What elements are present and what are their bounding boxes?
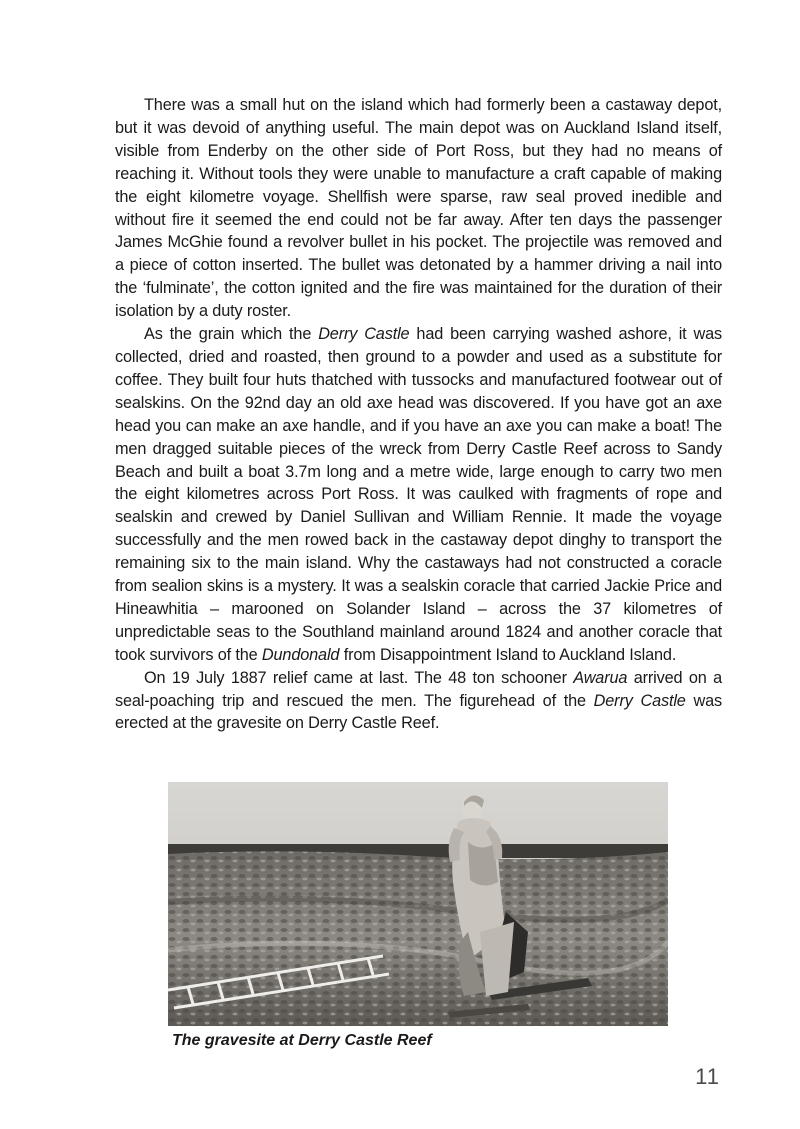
page-number: 11 (695, 1064, 720, 1089)
paragraph (115, 323, 722, 667)
paragraph (115, 667, 722, 736)
paragraph (115, 94, 722, 323)
text-run: On 19 July 1887 relief came at last. The 48 ton schooner (144, 668, 574, 687)
italic-title: Awarua (573, 668, 628, 687)
italic-title: Derry Castle (593, 691, 686, 710)
text-run: had been carrying washed ashore, it was collected, dried and roasted, then ground to a powder and used as a substitute for coffee. They built four huts thatched with tussocks and manufactured footwear out of sealskins. On the 92nd day an old axe head was discovered. If you have got an axe head you can make an axe handle, and if you have an axe you can make a boat! The men dragged suitable pieces of the wreck from Derry Castle Reef across to Sandy Beach and built a boat 3.7m long and a metre wide, large enough to carry two men the eight kilometres across Port Ross. It was caulked with fragments of rope and sealskin and crewed by Daniel Sullivan and William Rennie. It made the voyage successfully and the men rowed back in the castaway depot dinghy to transport the remaining six to the main island. Why the castaways had not constructed a coracle from sealion skins is a mystery. It was a sealskin coracle that carried Jackie Price and Hineawhitia – marooned on Solander Island – across the 37 kilometres of unpredictable seas to the Southland mainland around 1824 and another coracle that took survivors of the (115, 325, 723, 664)
figurehead-photo (168, 782, 668, 1026)
italic-title: Dundonald (261, 645, 340, 664)
text-run: arrived on a seal-poaching trip and rescued the men. The figurehead of the (115, 668, 722, 710)
text-run: was erected at the gravesite on Derry Castle Reef. (115, 691, 722, 733)
body-text (115, 94, 722, 735)
italic-title: Derry Castle (318, 325, 410, 344)
text-run: As the grain which the (144, 325, 319, 344)
text-run: There was a small hut on the island which had formerly been a castaway depot, but it was devoid of anything useful. The main depot was on Auckland Island itself, visible from Enderby on the other side of Port Ross, but they had no means of reaching it. Without tools they were unable to manufacture a craft capable of making the eight kilometre voyage. Shellfish were sparse, raw seal proved inedible and without fire it seemed the end could not be far away. After ten days the passenger James McGhie found a revolver bullet in his pocket. The projectile was removed and a piece of cotton inserted. The bullet was detonated by a hammer driving a nail into the ‘fulminate’, the cotton ignited and the fire was maintained for the duration of their isolation by a duty roster. (115, 96, 722, 321)
figure-caption: The gravesite at Derry Castle Reef (172, 1032, 432, 1049)
text-run: from Disappointment Island to Auckland Island. (339, 645, 677, 664)
